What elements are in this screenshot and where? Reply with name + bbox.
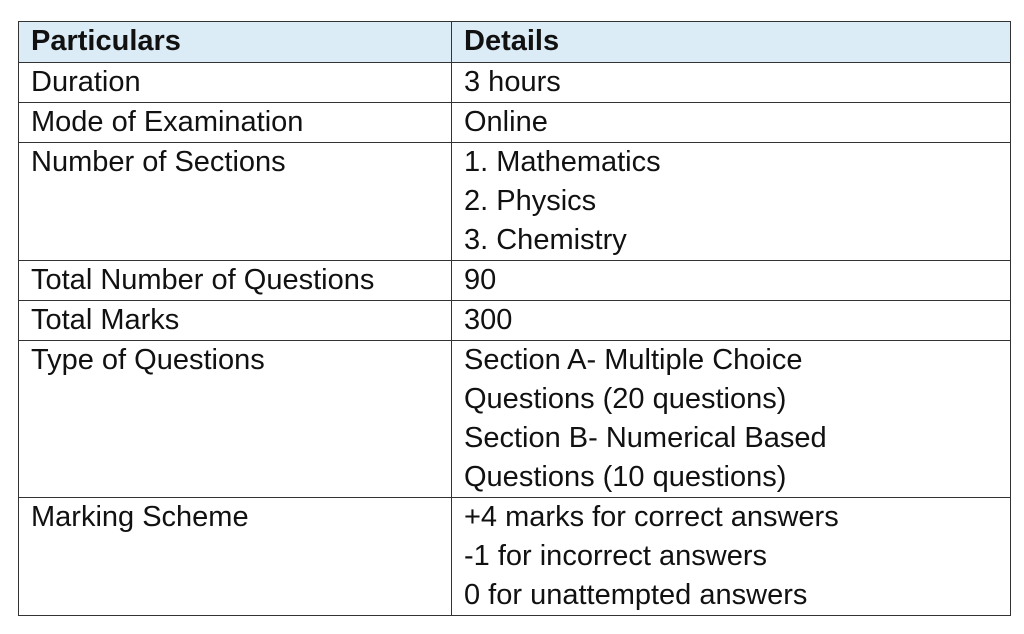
details-line: 3. Chemistry xyxy=(464,224,627,256)
details-line: 1. Mathematics xyxy=(464,146,661,178)
particular-label: Total Number of Questions xyxy=(31,264,375,296)
details-cell xyxy=(452,143,1011,261)
particular-label: Number of Sections xyxy=(31,146,286,178)
particular-label: Type of Questions xyxy=(31,344,265,376)
details-line: 0 for unattempted answers xyxy=(464,579,808,611)
details-line: 2. Physics xyxy=(464,185,597,217)
exam-details-table xyxy=(18,21,1011,616)
table-row xyxy=(19,63,1011,103)
particular-cell xyxy=(19,341,452,498)
details-cell xyxy=(452,261,1011,301)
details-line: Online xyxy=(464,106,548,138)
table-row xyxy=(19,143,1011,261)
table-row xyxy=(19,498,1011,616)
particular-cell xyxy=(19,261,452,301)
details-line: 3 hours xyxy=(464,66,561,98)
details-cell xyxy=(452,341,1011,498)
particular-label: Duration xyxy=(31,66,141,98)
table-header-row xyxy=(19,22,1011,63)
table-row xyxy=(19,261,1011,301)
details-line: 300 xyxy=(464,304,513,336)
details-cell xyxy=(452,301,1011,341)
details-line: Section A- Multiple Choice xyxy=(464,344,803,376)
details-line: Questions (20 questions) xyxy=(464,383,787,415)
table-row xyxy=(19,103,1011,143)
particular-cell xyxy=(19,143,452,261)
particular-label: Marking Scheme xyxy=(31,501,249,533)
table-row xyxy=(19,301,1011,341)
particular-cell xyxy=(19,63,452,103)
details-line: Section B- Numerical Based xyxy=(464,422,827,454)
details-line: +4 marks for correct answers xyxy=(464,501,839,533)
details-cell xyxy=(452,103,1011,143)
details-cell xyxy=(452,63,1011,103)
particular-cell xyxy=(19,498,452,616)
header-details: Details xyxy=(452,22,1011,63)
details-line: -1 for incorrect answers xyxy=(464,540,767,572)
details-cell xyxy=(452,498,1011,616)
particular-cell xyxy=(19,103,452,143)
particular-label: Mode of Examination xyxy=(31,106,304,138)
details-line: Questions (10 questions) xyxy=(464,461,787,493)
particular-cell xyxy=(19,301,452,341)
header-particulars: Particulars xyxy=(19,22,452,63)
table-row xyxy=(19,341,1011,498)
particular-label: Total Marks xyxy=(31,304,180,336)
details-line: 90 xyxy=(464,264,497,296)
